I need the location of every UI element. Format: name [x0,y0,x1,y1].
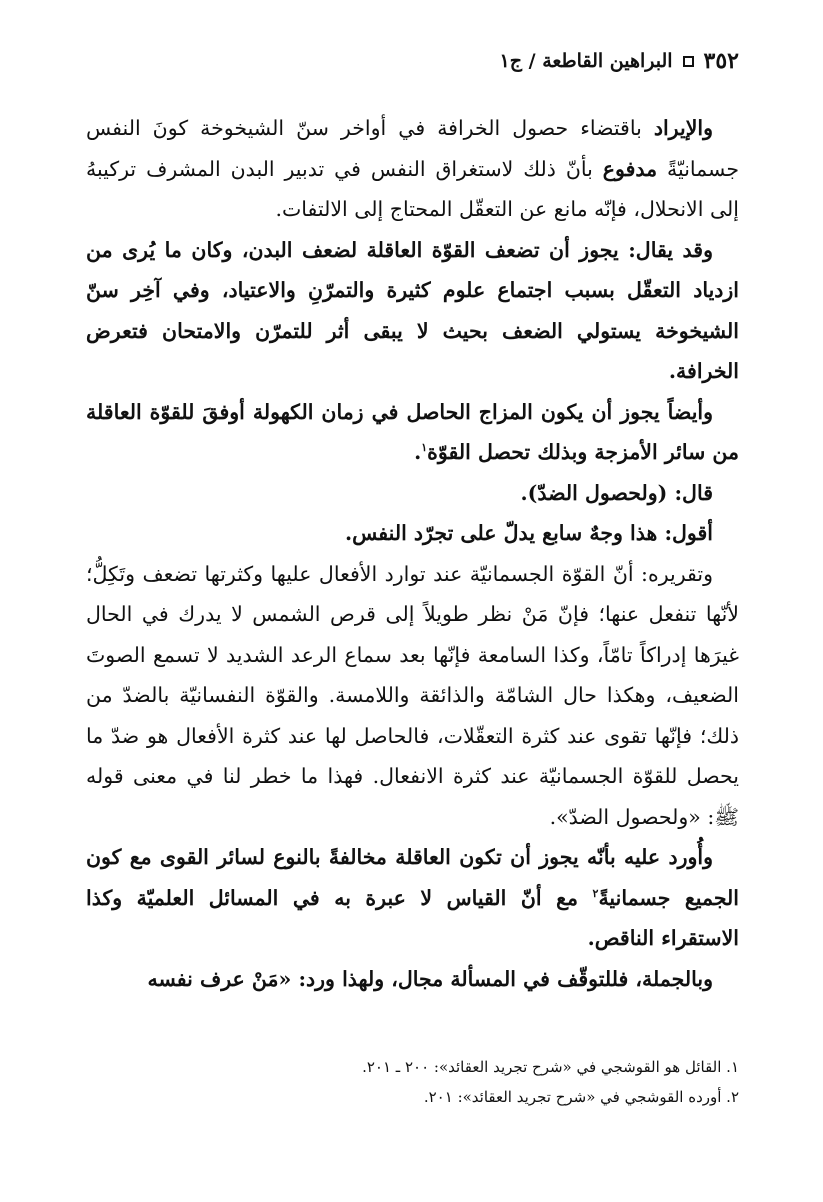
paragraph-6: وتقريره: أنّ القوّة الجسمانيّة عند توارد الأفعال عليها وكثرتها تضعف وتَكِلُّ؛ لأنّها تنفعل عنها؛ فإنّ مَنْ نظر طويلاً إلى قرص الشمس لا يدرك في الحال غيرَها إدراكاً تامّاً، وكذا السامعة فإنّها بعد سماع الرعد الشديد لا تسمع الصوتَ الضعيف، وهكذا حال الشامّة والذائقة واللامسة. والقوّة النفسانيّة بالضدّ من ذلك؛ فإنّها تقوى عند كثرة التعقّلات، فالحاصل لها عند كثرة الأفعال هو ضدّ ما يحصل للقوّة الجسمانيّة عند كثرة الانفعال. فهذا ما خطر لنا في معنى قوله ﷺ: «ولحصول الضدّ». [86,561,739,829]
paragraph-7 [86,837,739,959]
paragraph-5 [86,513,739,554]
footnote-marker: ١ [421,441,428,455]
paragraph-4 [86,473,739,514]
running-header [84,48,739,74]
footnotes [86,1052,739,1112]
text-run: : (ولحصول الضدّ). [520,480,683,505]
text-run: : هذا وجهٌ سابع يدلّ على تجرّد النفس. [345,521,673,545]
text-run: مع أنّ القياس لا عبرة به في المسائل العلميّة وكذا الاستقراء الناقص. [86,885,739,950]
separator-square-icon [683,56,694,67]
main-text [86,108,739,999]
keyword-bold: والإيراد [653,116,713,140]
footnote-1: ١. القائل هو القوشجي في «شرح تجريد العقائد»: ٢٠٠ ـ ٢٠١. [362,1058,739,1076]
label-qala: قال [682,480,713,505]
page-number: ٣٥٢ [703,48,739,74]
text-run: وأُورد عليه بأنّه يجوز أن تكون العاقلة مخالفةً بالنوع لسائر القوى مع كون الجميع جسمانيةً [86,845,740,910]
footnote-marker: ٢ [592,886,599,900]
paragraph-1 [86,108,739,230]
paragraph-2: وقد يقال: يجوز أن تضعف القوّة العاقلة لضعف البدن، وكان ما يُرى من ازدياد التعقّل بسبب اجتماع علوم كثيرة والتمرّنِ والاعتياد، وفي آخِر سنّ الشيخوخة يستولي الضعف بحيث لا يبقى أثر للتمرّن والامتحان فتعرض الخرافة. [86,237,739,383]
paragraph-3: وأيضاً يجوز أن يكون المزاج الحاصل في زمان الكهولة أوفقَ للقوّة العاقلة من سائر الأمزجة وبذلك تحصل القوّة$^١$. [86,399,739,464]
footnote-2: ٢. أورده القوشجي في «شرح تجريد العقائد»: ٢٠١. [423,1088,739,1106]
book-title: البراهين القاطعة / ج١ [499,50,673,72]
keyword-bold: مدفوع [602,156,658,181]
text-run: باقتضاء حصول الخرافة في أواخر سنّ الشيخوخة كونَ النفس جسمانيّةً [86,116,739,181]
paragraph-8: وبالجملة، فللتوقّف في المسألة مجال، ولهذا ورد: «مَنْ عرف نفسه [147,966,713,991]
text-run: بأنّ ذلك لاستغراق النفس في تدبير البدن المشرف تركيبهُ إلى الانحلال، فإنّه مانع عن التعقّل المحتاج إلى الالتفات. [86,156,739,221]
label-aqulu: أقول [672,521,713,545]
text-run: وأيضاً يجوز أن يكون المزاج الحاصل في زمان الكهولة أوفقَ للقوّة العاقلة من سائر الأمزجة وبذلك تحصل القوّة [86,399,739,464]
